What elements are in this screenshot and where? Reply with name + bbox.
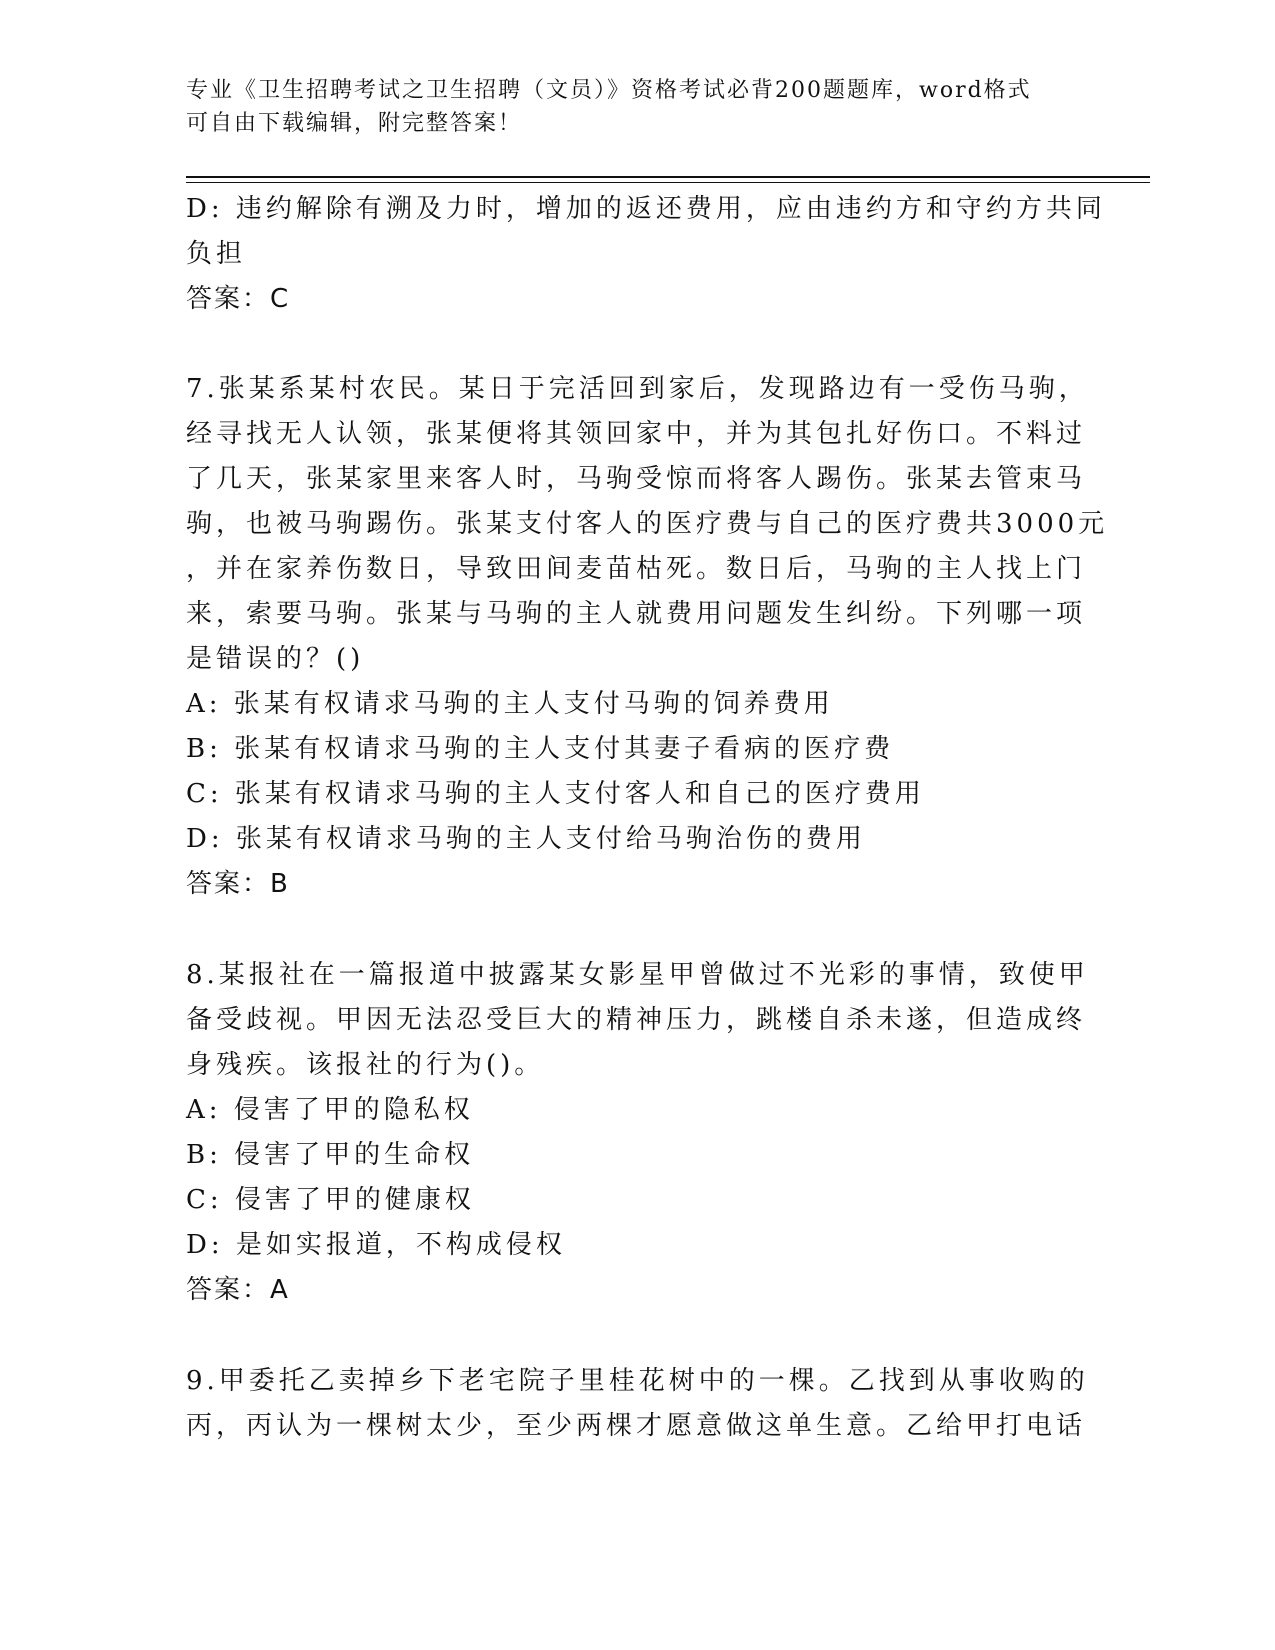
question-text-line: 9.甲委托乙卖掉乡下老宅院子里桂花树中的一棵。乙找到从事收购的	[186, 1366, 1089, 1396]
spacer	[186, 322, 1086, 367]
answer-label: 答案：A	[186, 1275, 290, 1305]
question-7	[186, 367, 1109, 907]
document-header	[186, 74, 1086, 140]
option-d: D: 张某有权请求马驹的主人支付给马驹治伤的费用	[186, 824, 866, 854]
answer-label: 答案：B	[186, 869, 290, 899]
question-9	[186, 1359, 1089, 1449]
document-body	[186, 187, 1109, 1449]
header-divider-thin	[186, 182, 1150, 183]
question-text-line: 备受歧视。甲因无法忍受巨大的精神压力，跳楼自杀未遂，但造成终	[186, 1005, 1087, 1035]
prev-question-section	[186, 187, 1106, 322]
option-c: C: 张某有权请求马驹的主人支付客人和自己的医疗费用	[186, 779, 925, 809]
header-divider-thick	[186, 176, 1150, 178]
header-title-line-1: 专业《卫生招聘考试之卫生招聘（文员）》资格考试必背200题题库，word格式	[186, 78, 1032, 103]
option-c: C: 侵害了甲的健康权	[186, 1185, 475, 1215]
option-d-continued: 负担	[186, 239, 247, 269]
option-d: D: 违约解除有溯及力时，增加的返还费用，应由违约方和守约方共同	[186, 194, 1106, 224]
option-b: B: 侵害了甲的生命权	[186, 1140, 475, 1170]
option-a: A: 张某有权请求马驹的主人支付马驹的饲养费用	[186, 689, 834, 719]
option-a: A: 侵害了甲的隐私权	[186, 1095, 474, 1125]
spacer	[186, 1313, 1086, 1359]
question-text-line: 来，索要马驹。张某与马驹的主人就费用问题发生纠纷。下列哪一项	[186, 599, 1087, 629]
option-d: D: 是如实报道，不构成侵权	[186, 1230, 566, 1260]
question-text-line: 经寻找无人认领，张某便将其领回家中，并为其包扎好伤口。不料过	[186, 419, 1087, 449]
question-text-line: 是错误的？()	[186, 644, 365, 674]
header-title-line-2: 可自由下载编辑，附完整答案！	[186, 111, 523, 136]
question-text-line: ，并在家养伤数日，导致田间麦苗枯死。数日后，马驹的主人找上门	[186, 554, 1087, 584]
spacer	[186, 907, 1086, 953]
question-8	[186, 953, 1089, 1313]
answer-label: 答案：C	[186, 284, 291, 314]
option-b: B: 张某有权请求马驹的主人支付其妻子看病的医疗费	[186, 734, 895, 764]
question-text-line: 7.张某系某村农民。某日于完活回到家后，发现路边有一受伤马驹，	[186, 374, 1089, 404]
question-text-line: 驹，也被马驹踢伤。张某支付客人的医疗费与自己的医疗费共3000元	[186, 509, 1109, 539]
question-text-line: 丙，丙认为一棵树太少，至少两棵才愿意做这单生意。乙给甲打电话	[186, 1411, 1087, 1441]
question-text-line: 身残疾。该报社的行为()。	[186, 1050, 545, 1080]
question-text-line: 了几天，张某家里来客人时，马驹受惊而将客人踢伤。张某去管束马	[186, 464, 1087, 494]
question-text-line: 8.某报社在一篇报道中披露某女影星甲曾做过不光彩的事情，致使甲	[186, 960, 1089, 990]
